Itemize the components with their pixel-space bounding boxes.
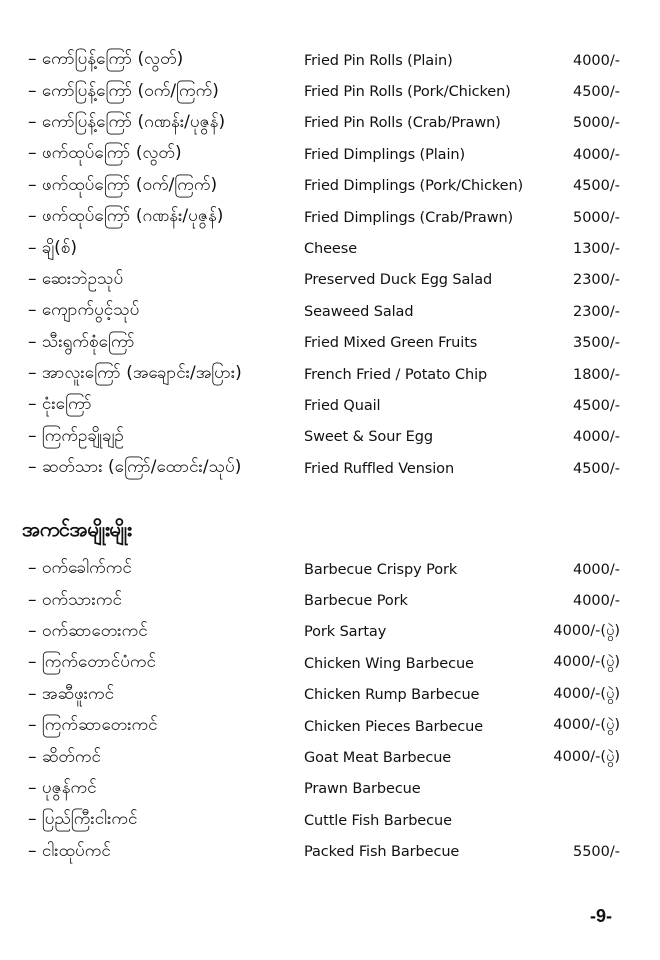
menu-row [0, 422, 660, 453]
item-price: 4000/- [572, 429, 620, 446]
menu-row [0, 554, 660, 585]
item-name-myanmar: – ချိ(စ်) [28, 237, 77, 258]
menu-row [0, 265, 660, 296]
item-price: 3500/- [572, 335, 620, 352]
menu-row [0, 139, 660, 170]
item-name-myanmar: – ကော်ပြန့်ကြော် (ဝက်/ကြက်) [28, 80, 219, 101]
item-price: 4500/- [572, 178, 620, 195]
item-name-myanmar: – ကော်ပြန့်ကြော် (လွတ်) [28, 49, 184, 70]
item-name-english: Fried Ruffled Vension [304, 460, 455, 477]
item-name-english: Seaweed Salad [304, 303, 414, 320]
item-name-myanmar: – ကော်ပြန့်ကြော် (ဂဏန်း/ပုဇွန်) [28, 111, 226, 132]
item-price: 4000/- [572, 146, 620, 163]
item-name-myanmar: – ဖက်ထုပ်ကြော် (ဝက်/ကြက်) [28, 174, 218, 195]
item-price: 4000/- [572, 561, 620, 578]
menu-row [0, 202, 660, 233]
item-name-english: Cuttle Fish Barbecue [304, 812, 452, 829]
item-name-myanmar: – ငါးထုပ်ကင် [28, 840, 111, 861]
item-name-myanmar: – ကြက်ဆာတေးကင် [28, 715, 158, 736]
item-name-english: Fried Pin Rolls (Pork/Chicken) [304, 84, 511, 101]
item-price: 4500/- [572, 397, 620, 414]
item-price: 4000/- [572, 52, 620, 69]
item-name-myanmar: – ဝက်ဆာတေးကင် [28, 620, 148, 641]
item-name-english: Pork Sartay [304, 624, 387, 641]
item-name-english: Fried Mixed Green Fruits [304, 335, 478, 352]
item-price: 2300/- [572, 272, 620, 289]
item-name-english: Sweet & Sour Egg [304, 429, 433, 446]
menu-row [0, 805, 660, 836]
menu-row [0, 617, 660, 648]
menu-row [0, 648, 660, 679]
menu-row [0, 76, 660, 107]
snacks-section [0, 45, 660, 484]
item-price: 2300/- [572, 303, 620, 320]
item-name-english: French Fried / Potato Chip [304, 366, 488, 383]
menu-row [0, 774, 660, 805]
menu-row [0, 453, 660, 484]
item-name-myanmar: – ဆိတ်ကင် [28, 746, 101, 767]
item-price: 4000/-(ပွဲ) [553, 748, 620, 765]
item-name-english: Cheese [304, 241, 358, 258]
item-name-english: Barbecue Pork [304, 593, 408, 610]
item-name-english: Chicken Wing Barbecue [304, 655, 474, 672]
item-name-myanmar: – ဖက်ထုပ်ကြော် (ဂဏန်း/ပုဇွန်) [28, 206, 224, 227]
item-price: 5500/- [572, 844, 620, 861]
menu-row [0, 296, 660, 327]
item-name-english: Packed Fish Barbecue [304, 844, 460, 861]
item-name-english: Fried Dimplings (Pork/Chicken) [304, 178, 524, 195]
item-name-myanmar: – အဆီဖူးကင် [28, 683, 115, 704]
barbecue-section [0, 554, 660, 868]
item-name-english: Fried Pin Rolls (Plain) [304, 52, 453, 69]
menu-row [0, 359, 660, 390]
section-heading: အကင်အမျိုးမျိုး [22, 517, 132, 541]
item-name-english: Prawn Barbecue [304, 781, 421, 798]
item-name-myanmar: – ဆတ်သား (ကြော်/ထောင်း/သုပ်) [28, 457, 242, 478]
item-name-myanmar: – ပြည်ကြီးငါးကင် [28, 809, 138, 830]
item-name-myanmar: – ဝက်ခေါက်ကင် [28, 558, 132, 579]
menu-row [0, 328, 660, 359]
item-price: 4000/- [572, 593, 620, 610]
item-name-english: Chicken Rump Barbecue [304, 687, 480, 704]
item-price: 4500/- [572, 84, 620, 101]
item-name-myanmar: – ကျောက်ပွင့်သုပ် [28, 300, 140, 321]
item-name-english: Chicken Pieces Barbecue [304, 718, 484, 735]
item-price: 4000/-(ပွဲ) [553, 717, 620, 734]
item-name-myanmar: – ဖက်ထုပ်ကြော် (လွတ်) [28, 143, 182, 164]
item-name-english: Goat Meat Barbecue [304, 750, 452, 767]
menu-row [0, 171, 660, 202]
item-price: 5000/- [572, 115, 620, 132]
item-price: 4000/-(ပွဲ) [553, 685, 620, 702]
item-name-english: Barbecue Crispy Pork [304, 561, 458, 578]
item-price: 4000/-(ပွဲ) [553, 654, 620, 671]
item-price: 4500/- [572, 460, 620, 477]
item-name-myanmar: – ဝက်သားကင် [28, 589, 122, 610]
item-name-myanmar: – ဆေးဘဲဥသုပ် [28, 268, 124, 289]
item-name-myanmar: – ပုဇွန်ကင် [28, 777, 97, 798]
item-price: 5000/- [572, 209, 620, 226]
item-name-english: Fried Dimplings (Crab/Prawn) [304, 209, 514, 226]
item-price: 1300/- [572, 241, 620, 258]
item-name-myanmar: – သီးရွက်စုံကြော် [28, 331, 135, 352]
item-price: 4000/-(ပွဲ) [553, 622, 620, 639]
menu-row [0, 585, 660, 616]
item-name-myanmar: – ငုံးကြော် [28, 394, 92, 415]
menu-row [0, 108, 660, 139]
menu-row [0, 711, 660, 742]
item-name-english: Fried Quail [304, 397, 381, 414]
item-name-english: Fried Dimplings (Plain) [304, 146, 466, 163]
item-name-myanmar: – ကြက်ဥချိုချဉ် [28, 425, 124, 446]
item-name-english: Fried Pin Rolls (Crab/Prawn) [304, 115, 501, 132]
item-price: 1800/- [572, 366, 620, 383]
page-number: -9- [590, 906, 612, 926]
menu-row [0, 680, 660, 711]
menu-row [0, 837, 660, 868]
menu-row [0, 742, 660, 773]
item-name-myanmar: – အာလူးကြော် (အချောင်း/အပြား) [28, 363, 242, 384]
menu-row [0, 233, 660, 264]
item-name-english: Preserved Duck Egg Salad [304, 272, 493, 289]
menu-row [0, 390, 660, 421]
item-name-myanmar: – ကြက်တောင်ပံကင် [28, 652, 156, 673]
menu-row [0, 45, 660, 76]
